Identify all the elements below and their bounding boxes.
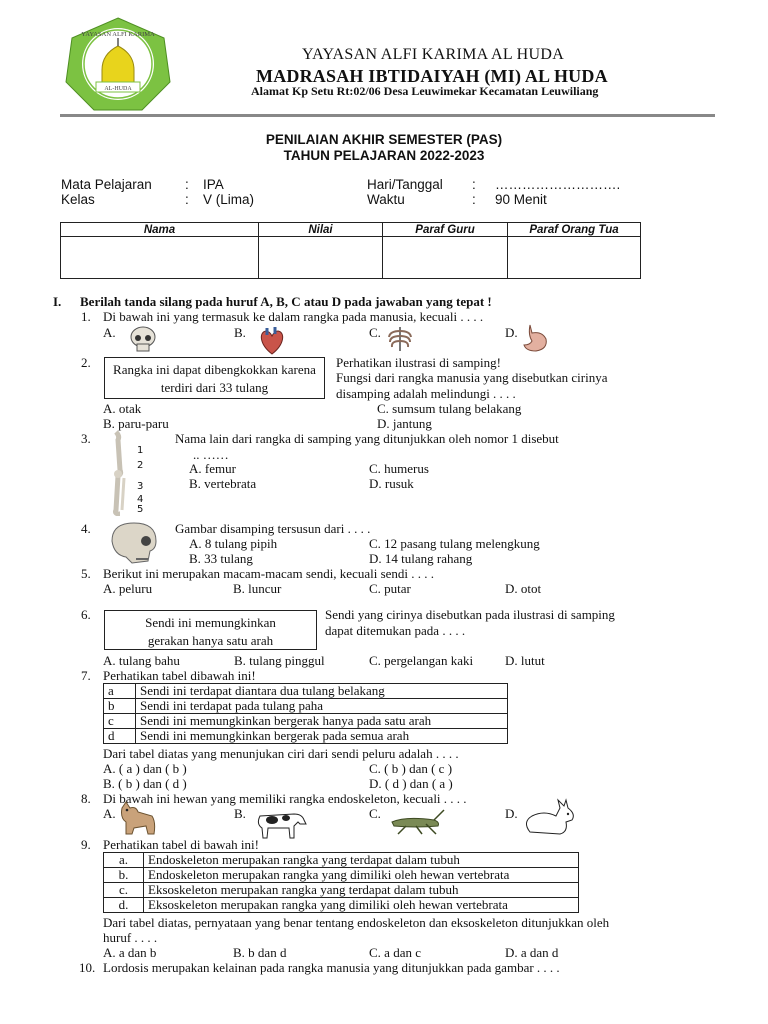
- q2-option-d[interactable]: D. jantung: [377, 416, 432, 431]
- q9-value: Eksoskeleton merupakan rangka yang terdapat dalam tubuh: [144, 883, 579, 898]
- q10-text: Lordosis merupakan kelainan pada rangka manusia yang ditunjukkan pada gambar . . . .: [103, 960, 560, 975]
- q9-key: b.: [104, 868, 144, 883]
- q7-option-d[interactable]: D. ( d ) dan ( a ): [369, 776, 453, 791]
- cell-nama[interactable]: [61, 237, 259, 279]
- q5-option-d[interactable]: D. otot: [505, 581, 542, 596]
- cat-icon: [118, 800, 158, 838]
- section-instruction: Berilah tanda silang pada huruf A, B, C atau D pada jawaban yang tepat !: [80, 294, 492, 309]
- class-colon: :: [185, 192, 189, 207]
- cow-icon: [254, 808, 308, 840]
- q4-option-d[interactable]: D. 14 tulang rahang: [369, 551, 473, 566]
- q2-option-a[interactable]: A. otak: [103, 401, 142, 416]
- q5-number: 5.: [81, 566, 91, 581]
- q8-text: Di bawah ini hewan yang memiliki rangka endoskeleton, kecuali . . . .: [103, 791, 467, 806]
- time-colon: :: [472, 192, 476, 207]
- col-nilai: Nilai: [259, 223, 383, 237]
- table-row: [104, 883, 579, 898]
- q9-text: Perhatikan tabel di bawah ini!: [103, 837, 259, 852]
- q1-option-b[interactable]: B.: [234, 325, 246, 340]
- q8-number: 8.: [81, 791, 91, 806]
- q6-number: 6.: [81, 607, 91, 622]
- grasshopper-icon: [386, 808, 446, 836]
- q4-option-c[interactable]: C. 12 pasang tulang melengkung: [369, 536, 540, 551]
- heart-icon: [257, 326, 287, 356]
- date-label: Hari/Tanggal: [367, 177, 443, 192]
- table-row: [104, 699, 508, 714]
- q7-key: b: [104, 699, 136, 714]
- q9-value: Endoskeleton merupakan rangka yang dimiliki oleh hewan vertebrata: [144, 868, 579, 883]
- date-colon: :: [472, 177, 476, 192]
- skull-side-icon: [108, 521, 160, 565]
- q6-line1: Sendi yang cirinya disebutkan pada ilustrasi di samping: [325, 607, 615, 622]
- school-logo: [64, 16, 172, 112]
- q10-number: 10.: [79, 960, 96, 975]
- q9-question-line2: huruf . . . .: [103, 930, 158, 945]
- q7-option-a[interactable]: A. ( a ) dan ( b ): [103, 761, 187, 776]
- table-row: [104, 729, 508, 744]
- section-number: I.: [53, 294, 62, 309]
- q9-option-a[interactable]: A. a dan b: [103, 945, 157, 960]
- q6-option-c[interactable]: C. pergelangan kaki: [369, 653, 474, 668]
- ribcage-icon: [386, 325, 414, 353]
- col-nama: Nama: [61, 223, 259, 237]
- q3-option-d[interactable]: D. rusuk: [369, 476, 414, 491]
- q2-line1: Perhatikan ilustrasi di samping!: [336, 355, 502, 370]
- time-label: Waktu: [367, 192, 405, 207]
- q3-label-3: 3: [137, 481, 144, 492]
- q9-value: Endoskeleton merupakan rangka yang terdapat dalam tubuh: [144, 853, 579, 868]
- q2-illustration-box: Rangka ini dapat dibengkokkan karena terdiri dari 33 tulang: [104, 357, 325, 399]
- q9-key: a.: [104, 853, 144, 868]
- school-address: Alamat Kp Setu Rt:02/06 Desa Leuwimekar Kecamatan Leuwiliang: [251, 84, 599, 98]
- q7-option-b[interactable]: B. ( b ) dan ( d ): [103, 776, 187, 791]
- class-label: Kelas: [61, 192, 95, 207]
- q9-value: Eksoskeleton merupakan rangka yang dimiliki oleh hewan vertebrata: [144, 898, 579, 913]
- class-value: V (Lima): [203, 192, 255, 207]
- school-name: MADRASAH IBTIDAIYAH (MI) AL HUDA: [256, 66, 608, 86]
- foundation-name: YAYASAN ALFI KARIMA AL HUDA: [302, 46, 565, 63]
- logo-bottom-text: AL-HUDA: [104, 86, 132, 92]
- rabbit-icon: [520, 798, 580, 838]
- q3-option-c[interactable]: C. humerus: [369, 461, 429, 476]
- cell-paraf-guru[interactable]: [383, 237, 508, 279]
- q3-label-1: 1: [137, 445, 144, 456]
- q8-option-c[interactable]: C.: [369, 806, 381, 821]
- q3-label-4: 4: [137, 494, 144, 505]
- q4-option-b[interactable]: B. 33 tulang: [189, 551, 253, 566]
- col-paraf-guru: Paraf Guru: [383, 223, 508, 237]
- q9-option-b[interactable]: B. b dan d: [233, 945, 287, 960]
- stomach-icon: [520, 323, 550, 353]
- q5-option-a[interactable]: A. peluru: [103, 581, 153, 596]
- q7-key: a: [104, 684, 136, 699]
- q2-line3: disamping adalah melindungi . . . .: [336, 386, 516, 401]
- table-row: [104, 714, 508, 729]
- q9-key: d.: [104, 898, 144, 913]
- q4-option-a[interactable]: A. 8 tulang pipih: [189, 536, 278, 551]
- cell-paraf-ortu[interactable]: [508, 237, 641, 279]
- q3-option-a[interactable]: A. femur: [189, 461, 236, 476]
- q8-option-b[interactable]: B.: [234, 806, 246, 821]
- q6-option-a[interactable]: A. tulang bahu: [103, 653, 180, 668]
- q1-option-a[interactable]: A.: [103, 325, 116, 340]
- q7-table: [103, 683, 508, 744]
- q3-text2: .. ……: [193, 447, 229, 462]
- table-row: [104, 898, 579, 913]
- q1-number: 1.: [81, 309, 91, 324]
- leg-bones-icon: [106, 430, 134, 516]
- q6-option-d[interactable]: D. lutut: [505, 653, 545, 668]
- q1-option-d[interactable]: D.: [505, 325, 518, 340]
- q2-number: 2.: [81, 355, 91, 370]
- q3-option-b[interactable]: B. vertebrata: [189, 476, 257, 491]
- q6-line2: dapat ditemukan pada . . . .: [325, 623, 466, 638]
- q9-question-line1: Dari tabel diatas, pernyataan yang benar tentang endoskeleton dan eksoskeleton ditunjukkan oleh: [103, 915, 610, 930]
- subject-value: IPA: [203, 177, 224, 192]
- q4-text: Gambar disamping tersusun dari . . . .: [175, 521, 371, 536]
- q1-text: Di bawah ini yang termasuk ke dalam rangka pada manusia, kecuali . . . .: [103, 309, 484, 324]
- col-paraf-ortu: Paraf Orang Tua: [508, 223, 641, 237]
- q6-option-b[interactable]: B. tulang pinggul: [234, 653, 325, 668]
- q7-value: Sendi ini memungkinkan bergerak pada semua arah: [136, 729, 508, 744]
- exam-year: TAHUN PELAJARAN 2022-2023: [283, 148, 485, 163]
- logo-top-text: YAYASAN ALFI KARIMA: [81, 31, 155, 38]
- q3-label-2: 2: [137, 460, 144, 471]
- q7-option-c[interactable]: C. ( b ) dan ( c ): [369, 761, 453, 776]
- subject-colon: :: [185, 177, 189, 192]
- q7-text: Perhatikan tabel dibawah ini!: [103, 668, 256, 683]
- q9-option-d[interactable]: D. a dan d: [505, 945, 559, 960]
- q7-value: Sendi ini memungkinkan bergerak hanya pada satu arah: [136, 714, 508, 729]
- q9-option-c[interactable]: C. a dan c: [369, 945, 421, 960]
- q6-illustration-box: Sendi ini memungkinkan gerakan hanya satu arah: [104, 610, 317, 650]
- q7-number: 7.: [81, 668, 91, 683]
- q2-option-c[interactable]: C. sumsum tulang belakang: [377, 401, 522, 416]
- subject-label: Mata Pelajaran: [61, 177, 152, 192]
- exam-title: PENILAIAN AKHIR SEMESTER (PAS): [265, 132, 503, 147]
- skull-icon: [128, 326, 158, 352]
- table-row: [104, 684, 508, 699]
- q8-option-a[interactable]: A.: [103, 806, 116, 821]
- cell-nilai[interactable]: [259, 237, 383, 279]
- q7-value: Sendi ini terdapat pada tulang paha: [136, 699, 508, 714]
- q2-line2: Fungsi dari rangka manusia yang disebutkan cirinya: [336, 370, 608, 385]
- date-value: ……………………….: [495, 177, 621, 192]
- time-value: 90 Menit: [495, 192, 547, 207]
- q9-table: [103, 852, 579, 913]
- q3-text: Nama lain dari rangka di samping yang ditunjukkan oleh nomor 1 disebut: [175, 431, 559, 446]
- header-divider: [60, 114, 715, 117]
- q4-number: 4.: [81, 521, 91, 536]
- q1-option-c[interactable]: C.: [369, 325, 381, 340]
- q9-key: c.: [104, 883, 144, 898]
- signature-table: [60, 222, 641, 279]
- q3-label-5: 5: [137, 504, 144, 515]
- q5-option-c[interactable]: C. putar: [369, 581, 411, 596]
- q7-question: Dari tabel diatas yang menunjukan ciri dari sendi peluru adalah . . . .: [103, 746, 459, 761]
- table-row: [104, 868, 579, 883]
- q2-option-b[interactable]: B. paru-paru: [103, 416, 169, 431]
- q7-key: c: [104, 714, 136, 729]
- q9-number: 9.: [81, 837, 91, 852]
- q5-option-b[interactable]: B. luncur: [233, 581, 282, 596]
- q7-key: d: [104, 729, 136, 744]
- q7-value: Sendi ini terdapat diantara dua tulang belakang: [136, 684, 508, 699]
- q3-number: 3.: [81, 431, 91, 446]
- table-row: [104, 853, 579, 868]
- q8-option-d[interactable]: D.: [505, 806, 518, 821]
- q5-text: Berikut ini merupakan macam-macam sendi, kecuali sendi . . . .: [103, 566, 435, 581]
